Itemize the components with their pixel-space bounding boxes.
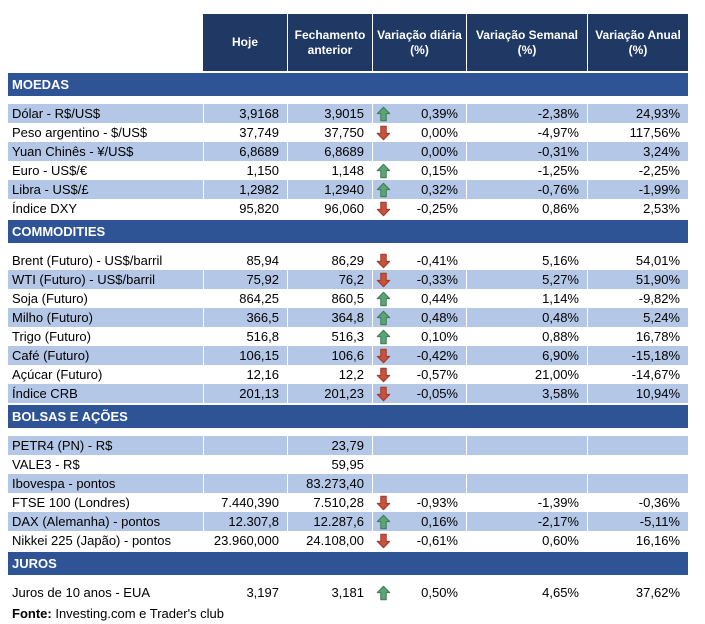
cell-variacao-semanal: 0,48% (466, 308, 587, 327)
cell-variacao-semanal: -4,97% (466, 123, 587, 142)
cell-variacao-semanal: 0,60% (466, 531, 587, 550)
cell-fechamento-anterior: 23,79 (287, 436, 372, 455)
arrow-down-icon (376, 201, 391, 216)
arrow-up-icon (376, 310, 391, 325)
cell-variacao-semanal: 0,86% (466, 199, 587, 218)
cell-variacao-diaria (372, 270, 466, 289)
cell-variacao-semanal (466, 436, 587, 455)
variacao-diaria-value: 0,48% (421, 310, 458, 325)
table-row (8, 327, 688, 346)
column-header-variacao-semanal: Variação Semanal (%) (466, 14, 587, 71)
table-row (8, 493, 688, 512)
cell-variacao-semanal: -0,31% (466, 142, 587, 161)
cell-variacao-semanal: -1,25% (466, 161, 587, 180)
cell-variacao-semanal: -2,38% (466, 104, 587, 123)
cell-hoje: 95,820 (203, 199, 287, 218)
cell-variacao-semanal: 4,65% (466, 583, 587, 602)
cell-variacao-diaria (372, 104, 466, 123)
cell-hoje: 12,16 (203, 365, 287, 384)
cell-hoje (203, 474, 287, 493)
variacao-diaria-value: -0,33% (416, 272, 458, 287)
table-row (8, 199, 688, 218)
cell-fechamento-anterior: 86,29 (287, 251, 372, 270)
cell-variacao-anual: 117,56% (587, 123, 688, 142)
cell-variacao-diaria (372, 474, 466, 493)
cell-variacao-anual: 37,62% (587, 583, 688, 602)
variacao-diaria-value: 0,15% (421, 163, 458, 178)
arrow-up-icon (376, 106, 391, 121)
table-row (8, 583, 688, 602)
row-label: Trigo (Futuro) (8, 327, 203, 346)
cell-fechamento-anterior: 3,9015 (287, 104, 372, 123)
cell-variacao-diaria (372, 436, 466, 455)
variacao-diaria-value: 0,50% (421, 585, 458, 600)
table-row (8, 251, 688, 270)
cell-fechamento-anterior: 59,95 (287, 455, 372, 474)
table-row (8, 384, 688, 403)
row-label: Dólar - R$/US$ (8, 104, 203, 123)
row-label: Peso argentino - $/US$ (8, 123, 203, 142)
header-spacer (8, 14, 203, 71)
cell-hoje: 23.960,000 (203, 531, 287, 550)
row-label: Índice DXY (8, 199, 203, 218)
cell-hoje: 1,2982 (203, 180, 287, 199)
table-row (8, 531, 688, 550)
cell-variacao-diaria (372, 455, 466, 474)
row-label: Soja (Futuro) (8, 289, 203, 308)
arrow-up-icon (376, 329, 391, 344)
row-label: Café (Futuro) (8, 346, 203, 365)
cell-variacao-diaria (372, 161, 466, 180)
arrow-down-icon (376, 272, 391, 287)
cell-fechamento-anterior: 6,8689 (287, 142, 372, 161)
cell-variacao-anual (587, 455, 688, 474)
section-header-juros: JUROS (8, 552, 688, 575)
cell-hoje (203, 455, 287, 474)
arrow-down-icon (376, 533, 391, 548)
cell-variacao-anual (587, 474, 688, 493)
cell-hoje: 516,8 (203, 327, 287, 346)
cell-fechamento-anterior: 83.273,40 (287, 474, 372, 493)
cell-variacao-diaria (372, 123, 466, 142)
cell-hoje: 201,13 (203, 384, 287, 403)
variacao-diaria-value: 0,00% (421, 125, 458, 140)
source-text: Investing.com e Trader's club (55, 606, 225, 621)
table-row (8, 346, 688, 365)
cell-variacao-diaria (372, 512, 466, 531)
table-row (8, 512, 688, 531)
arrow-up-icon (376, 182, 391, 197)
column-header-variacao-anual: Variação Anual (%) (587, 14, 688, 71)
cell-variacao-anual: -0,36% (587, 493, 688, 512)
cell-variacao-anual: 51,90% (587, 270, 688, 289)
cell-hoje: 3,197 (203, 583, 287, 602)
cell-fechamento-anterior: 7.510,28 (287, 493, 372, 512)
table-row (8, 289, 688, 308)
table-row (8, 308, 688, 327)
cell-fechamento-anterior: 106,6 (287, 346, 372, 365)
row-label: WTI (Futuro) - US$/barril (8, 270, 203, 289)
arrow-down-icon (376, 495, 391, 510)
source-label: Fonte: (12, 606, 52, 621)
table-row (8, 123, 688, 142)
cell-variacao-anual: 10,94% (587, 384, 688, 403)
arrow-down-icon (376, 253, 391, 268)
cell-variacao-diaria (372, 346, 466, 365)
arrow-up-icon (376, 514, 391, 529)
row-label: VALE3 - R$ (8, 455, 203, 474)
cell-variacao-anual: 24,93% (587, 104, 688, 123)
arrow-up-icon (376, 585, 391, 600)
cell-hoje: 864,25 (203, 289, 287, 308)
row-label: Juros de 10 anos - EUA (8, 583, 203, 602)
cell-variacao-semanal: -1,39% (466, 493, 587, 512)
cell-variacao-diaria (372, 142, 466, 161)
cell-fechamento-anterior: 24.108,00 (287, 531, 372, 550)
cell-variacao-diaria (372, 583, 466, 602)
cell-variacao-anual: 3,24% (587, 142, 688, 161)
row-label: Nikkei 225 (Japão) - pontos (8, 531, 203, 550)
cell-fechamento-anterior: 12,2 (287, 365, 372, 384)
table-row (8, 104, 688, 123)
cell-variacao-semanal: -0,76% (466, 180, 587, 199)
cell-hoje (203, 436, 287, 455)
arrow-down-icon (376, 386, 391, 401)
cell-variacao-anual: -1,99% (587, 180, 688, 199)
variacao-diaria-value: -0,93% (416, 495, 458, 510)
cell-variacao-anual: 2,53% (587, 199, 688, 218)
cell-variacao-diaria (372, 384, 466, 403)
cell-variacao-diaria (372, 180, 466, 199)
cell-variacao-diaria (372, 308, 466, 327)
cell-variacao-semanal: 5,27% (466, 270, 587, 289)
cell-variacao-diaria (372, 251, 466, 270)
row-label: Índice CRB (8, 384, 203, 403)
cell-variacao-semanal: 3,58% (466, 384, 587, 403)
cell-fechamento-anterior: 3,181 (287, 583, 372, 602)
cell-hoje: 6,8689 (203, 142, 287, 161)
row-label: FTSE 100 (Londres) (8, 493, 203, 512)
column-header-fechamento-anterior: Fechamento anterior (287, 14, 372, 71)
cell-variacao-semanal: 0,88% (466, 327, 587, 346)
arrow-down-icon (376, 125, 391, 140)
column-header-hoje: Hoje (203, 14, 287, 71)
row-label: Yuan Chinês - ¥/US$ (8, 142, 203, 161)
cell-hoje: 85,94 (203, 251, 287, 270)
cell-fechamento-anterior: 12.287,6 (287, 512, 372, 531)
variacao-diaria-value: -0,42% (416, 348, 458, 363)
table-row (8, 474, 688, 493)
cell-variacao-anual: 54,01% (587, 251, 688, 270)
row-label: DAX (Alemanha) - pontos (8, 512, 203, 531)
cell-hoje: 3,9168 (203, 104, 287, 123)
section-header-bolsas-e-a-es: BOLSAS E AÇÕES (8, 405, 688, 428)
cell-variacao-anual (587, 436, 688, 455)
cell-fechamento-anterior: 37,750 (287, 123, 372, 142)
row-label: Libra - US$/£ (8, 180, 203, 199)
cell-fechamento-anterior: 860,5 (287, 289, 372, 308)
table-header (8, 14, 688, 71)
cell-variacao-semanal (466, 474, 587, 493)
cell-hoje: 7.440,390 (203, 493, 287, 512)
cell-variacao-anual: 5,24% (587, 308, 688, 327)
cell-variacao-diaria (372, 289, 466, 308)
row-label: PETR4 (PN) - R$ (8, 436, 203, 455)
cell-variacao-anual: -2,25% (587, 161, 688, 180)
table-body (8, 73, 688, 602)
cell-variacao-diaria (372, 493, 466, 512)
table-row (8, 180, 688, 199)
arrow-up-icon (376, 163, 391, 178)
cell-fechamento-anterior: 201,23 (287, 384, 372, 403)
cell-variacao-semanal: -2,17% (466, 512, 587, 531)
cell-variacao-diaria (372, 199, 466, 218)
row-label: Brent (Futuro) - US$/barril (8, 251, 203, 270)
cell-variacao-anual: -14,67% (587, 365, 688, 384)
variacao-diaria-value: 0,00% (421, 144, 458, 159)
cell-fechamento-anterior: 364,8 (287, 308, 372, 327)
table-row (8, 142, 688, 161)
market-table (8, 14, 688, 621)
column-header-variacao-diaria: Variação diária (%) (372, 14, 466, 71)
variacao-diaria-value: 0,39% (421, 106, 458, 121)
source-note (8, 606, 688, 621)
cell-variacao-anual: -5,11% (587, 512, 688, 531)
cell-variacao-anual: -9,82% (587, 289, 688, 308)
cell-variacao-semanal: 5,16% (466, 251, 587, 270)
table-row (8, 270, 688, 289)
cell-variacao-diaria (372, 365, 466, 384)
arrow-up-icon (376, 291, 391, 306)
variacao-diaria-value: -0,25% (416, 201, 458, 216)
variacao-diaria-value: -0,61% (416, 533, 458, 548)
cell-hoje: 106,15 (203, 346, 287, 365)
variacao-diaria-value: -0,57% (416, 367, 458, 382)
cell-hoje: 37,749 (203, 123, 287, 142)
cell-hoje: 1,150 (203, 161, 287, 180)
table-row (8, 161, 688, 180)
cell-fechamento-anterior: 516,3 (287, 327, 372, 346)
variacao-diaria-value: 0,32% (421, 182, 458, 197)
section-header-commodities: COMMODITIES (8, 220, 688, 243)
variacao-diaria-value: 0,10% (421, 329, 458, 344)
row-label: Açúcar (Futuro) (8, 365, 203, 384)
cell-variacao-semanal: 1,14% (466, 289, 587, 308)
arrow-down-icon (376, 367, 391, 382)
cell-variacao-semanal (466, 455, 587, 474)
variacao-diaria-value: -0,05% (416, 386, 458, 401)
cell-variacao-anual: -15,18% (587, 346, 688, 365)
variacao-diaria-value: 0,44% (421, 291, 458, 306)
row-label: Ibovespa - pontos (8, 474, 203, 493)
section-header-moedas: MOEDAS (8, 73, 688, 96)
cell-fechamento-anterior: 1,148 (287, 161, 372, 180)
arrow-down-icon (376, 348, 391, 363)
table-row (8, 365, 688, 384)
cell-hoje: 366,5 (203, 308, 287, 327)
cell-variacao-anual: 16,78% (587, 327, 688, 346)
cell-hoje: 75,92 (203, 270, 287, 289)
cell-fechamento-anterior: 1,2940 (287, 180, 372, 199)
cell-fechamento-anterior: 76,2 (287, 270, 372, 289)
variacao-diaria-value: -0,41% (416, 253, 458, 268)
variacao-diaria-value: 0,16% (421, 514, 458, 529)
cell-variacao-anual: 16,16% (587, 531, 688, 550)
cell-variacao-diaria (372, 327, 466, 346)
cell-hoje: 12.307,8 (203, 512, 287, 531)
table-row (8, 455, 688, 474)
cell-variacao-diaria (372, 531, 466, 550)
cell-variacao-semanal: 21,00% (466, 365, 587, 384)
cell-variacao-semanal: 6,90% (466, 346, 587, 365)
row-label: Milho (Futuro) (8, 308, 203, 327)
cell-fechamento-anterior: 96,060 (287, 199, 372, 218)
table-row (8, 436, 688, 455)
row-label: Euro - US$/€ (8, 161, 203, 180)
